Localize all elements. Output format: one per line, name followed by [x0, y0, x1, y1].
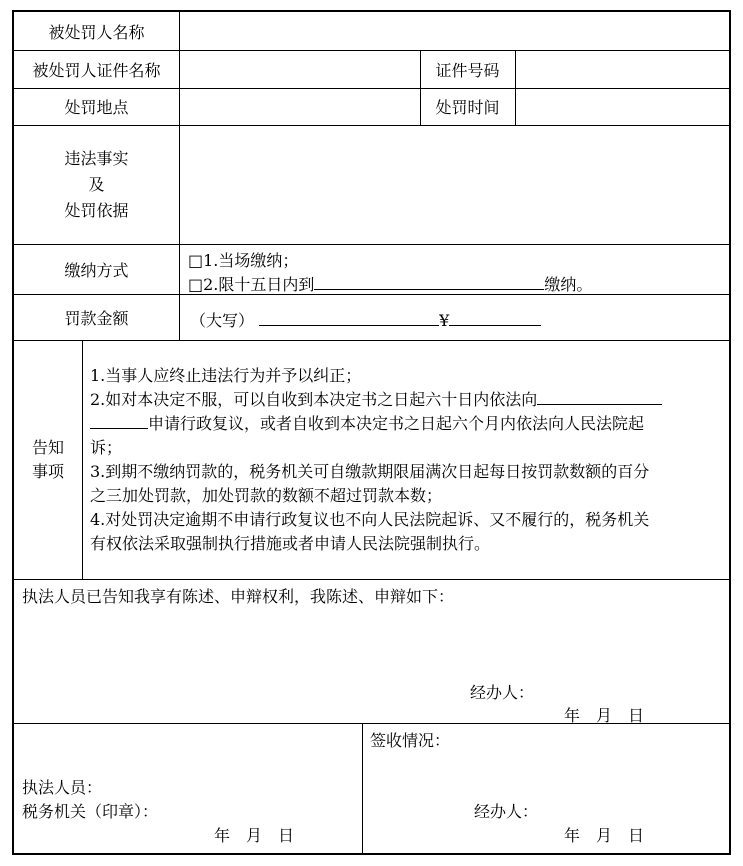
payment-label: 缴纳方式	[64, 260, 129, 280]
notice-item-2b	[90, 412, 730, 436]
notice-item-3a: 3.到期不缴纳罚款的，税务机关可自缴款期限届满次日起每日按罚款数额的百分	[90, 462, 650, 481]
payment-place-blank[interactable]	[314, 273, 544, 290]
column-divider	[362, 723, 363, 855]
yen-sign: ¥	[439, 311, 450, 330]
name-field[interactable]	[180, 12, 729, 50]
fine-number-blank[interactable]	[449, 309, 541, 326]
notice-label-line: 事项	[31, 461, 64, 481]
fine-daxie-blank[interactable]	[259, 309, 439, 326]
name-label: 被处罚人名称	[48, 22, 145, 42]
id-name-label: 被处罚人证件名称	[32, 60, 161, 80]
notice-item-4a: 4.对处罚决定逾期不申请行政复议也不向人民法院起诉、又不履行的，税务机关	[90, 510, 650, 529]
row-divider	[14, 340, 729, 341]
review-authority-blank[interactable]	[537, 388, 662, 405]
statement-date: 年 月 日	[564, 706, 645, 725]
payment-option-deadline[interactable]	[188, 272, 592, 295]
payment-option-deadline-text: □2.限十五日内到	[188, 275, 315, 294]
place-label: 处罚地点	[64, 98, 129, 117]
notice-label	[14, 340, 82, 579]
officer-label: 执法人员：	[22, 778, 103, 797]
notice-item-2a-text: 2.如对本决定不服，可以自收到本决定书之日起六十日内依法向	[90, 390, 538, 409]
facts-label-line: 及	[88, 174, 105, 194]
facts-label-line: 处罚依据	[64, 200, 129, 220]
statement-text: 执法人员已告知我享有陈述、申辩权利，我陈述、申辩如下：	[22, 587, 455, 606]
payment-option-suffix: 缴纳。	[544, 275, 593, 294]
authority-seal-label: 税务机关（印章）：	[22, 802, 159, 821]
id-name-field[interactable]	[180, 50, 420, 88]
payment-option-onsite[interactable]: □1.当场缴纳；	[188, 251, 299, 270]
notice-item-2c: 诉；	[90, 438, 123, 457]
notice-item-3b: 之三加处罚款，加处罚款的数额不超过罚款本数；	[90, 486, 443, 505]
column-divider	[82, 340, 83, 579]
statement-handler-label: 经办人：	[470, 683, 535, 702]
notice-text	[90, 364, 730, 556]
id-number-label: 证件号码	[435, 60, 500, 80]
penalty-decision-form	[12, 10, 731, 855]
time-label: 处罚时间	[435, 98, 500, 117]
facts-field[interactable]	[180, 125, 729, 244]
time-field[interactable]	[516, 88, 729, 125]
left-date: 年 月 日	[214, 826, 295, 845]
review-authority-blank-cont[interactable]	[90, 412, 148, 429]
receipt-label: 签收情况：	[370, 731, 451, 750]
statement-field[interactable]	[14, 612, 729, 682]
right-date: 年 月 日	[564, 826, 645, 845]
notice-item-2a	[90, 388, 730, 412]
id-number-field[interactable]	[516, 50, 729, 88]
fine-amount	[190, 308, 541, 331]
notice-item-4b: 有权依法采取强制执行措施或者申请人民法院强制执行。	[90, 534, 491, 553]
facts-label-line: 违法事实	[64, 148, 129, 168]
fine-label: 罚款金额	[64, 308, 129, 328]
notice-item-2b-text: 申请行政复议，或者自收到本决定书之日起六个月内依法向人民法院起	[148, 414, 645, 433]
facts-label	[14, 125, 179, 244]
row-divider	[14, 579, 729, 580]
receipt-handler-label: 经办人：	[474, 802, 539, 821]
fine-daxie-label: （大写）	[190, 311, 255, 330]
notice-item-1: 1.当事人应终止违法行为并予以纠正；	[90, 366, 362, 385]
place-field[interactable]	[180, 88, 420, 125]
notice-label-line: 告知	[31, 437, 64, 457]
